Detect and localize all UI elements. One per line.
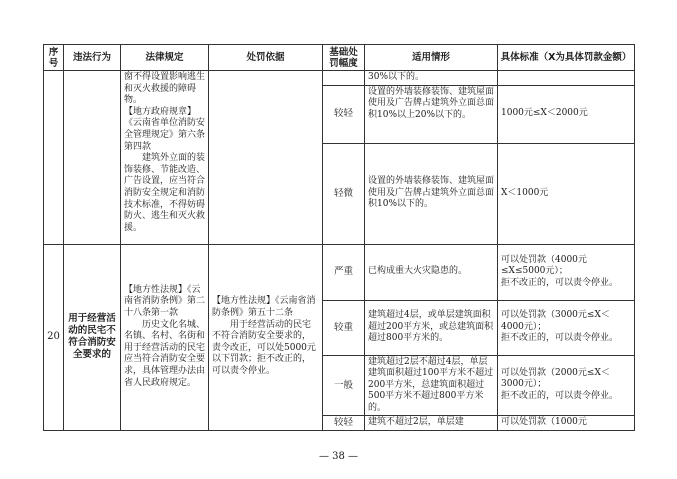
table-header-row	[44, 45, 635, 71]
header-standard: 具体标准（X为具体罚款金额）	[498, 45, 635, 71]
situation-cell: 30%以下的。	[365, 71, 498, 86]
header-base-range: 基础处罚幅度	[323, 45, 365, 71]
page-number: — 38 —	[318, 451, 359, 462]
standard-cell: 可以处罚款（2000元≤X＜3000元）； 拒不改正的，可以责令停业。	[498, 355, 635, 416]
table-row	[44, 71, 635, 86]
situation-cell: 建筑超过2层不超过4层，单层建筑面积超过100平方米不超过200平方米，总建筑面积超过500平方米不超过800平方米的。	[365, 355, 498, 416]
situation-cell: 设置的外墙装修装饰、建筑屋面使用及广告牌占建筑外立面总面积10%以上20%以下的。	[365, 85, 498, 143]
standard-cell: 1000元≤X＜2000元	[498, 85, 635, 143]
standard-cell: 可以处罚款（3000元≤X＜4000元）； 拒不改正的，可以责令停业。	[498, 300, 635, 355]
level-cell: 较轻	[323, 85, 365, 143]
penalty-standards-table	[43, 44, 635, 431]
level-cell: 较轻	[323, 416, 365, 431]
situation-cell: 建筑不超过2层，单层建	[365, 416, 498, 431]
situation-cell: 已构成重大火灾隐患的。	[365, 244, 498, 300]
situation-cell: 设置的外墙装修装饰、建筑屋面使用及广告牌占建筑外立面总面积10%以下的。	[365, 143, 498, 244]
standard-cell: 可以处罚款（1000元	[498, 416, 635, 431]
situation-cell: 建筑超过4层，或单层建筑面积超过200平方米，或总建筑面积超过800平方米的。	[365, 300, 498, 355]
header-violation: 违法行为	[64, 45, 121, 71]
violation-cell: 用于经营活动的民宅不符合消防安全要求的	[64, 244, 121, 430]
standard-cell: 可以处罚款（4000元≤X≤5000元）； 拒不改正的，可以责令停业。	[498, 244, 635, 300]
header-seq: 序号	[44, 45, 64, 71]
standard-cell: X＜1000元	[498, 143, 635, 244]
level-cell: 轻微	[323, 143, 365, 244]
level-cell: 严重	[323, 244, 365, 300]
row-number: 20	[44, 244, 64, 430]
header-legal-provision: 法律规定	[121, 45, 209, 71]
legal-provision-cell: 窗不得设置影响逃生和灭火救援的障碍物。 【地方政府规章】《云南省单位消防安全管理规定》第六条第四款 建筑外立面的装饰装修、节能改造、广告设置，应当符合消防安全规定和消防技术标准，不得妨碍防火、逃生和灭火救援。	[121, 71, 209, 245]
legal-provision-cell: 【地方性法规】《云南省消防条例》第二十八条第一款 历史文化名城、名镇、名村、名街和用于经营活动的民宅应当符合消防安全要求，具体管理办法由省人民政府规定。	[121, 244, 209, 430]
level-cell: 一般	[323, 355, 365, 416]
header-penalty-basis: 处罚依据	[209, 45, 323, 71]
header-situation: 适用情形	[365, 45, 498, 71]
table-row	[44, 244, 635, 300]
penalty-basis-cell: 【地方性法规】《云南省消防条例》第五十二条 用于经营活动的民宅不符合消防安全要求的，责令改正，可以处5000元以下罚款；拒不改正的，可以责令停业。	[209, 244, 323, 430]
level-cell: 较重	[323, 300, 365, 355]
